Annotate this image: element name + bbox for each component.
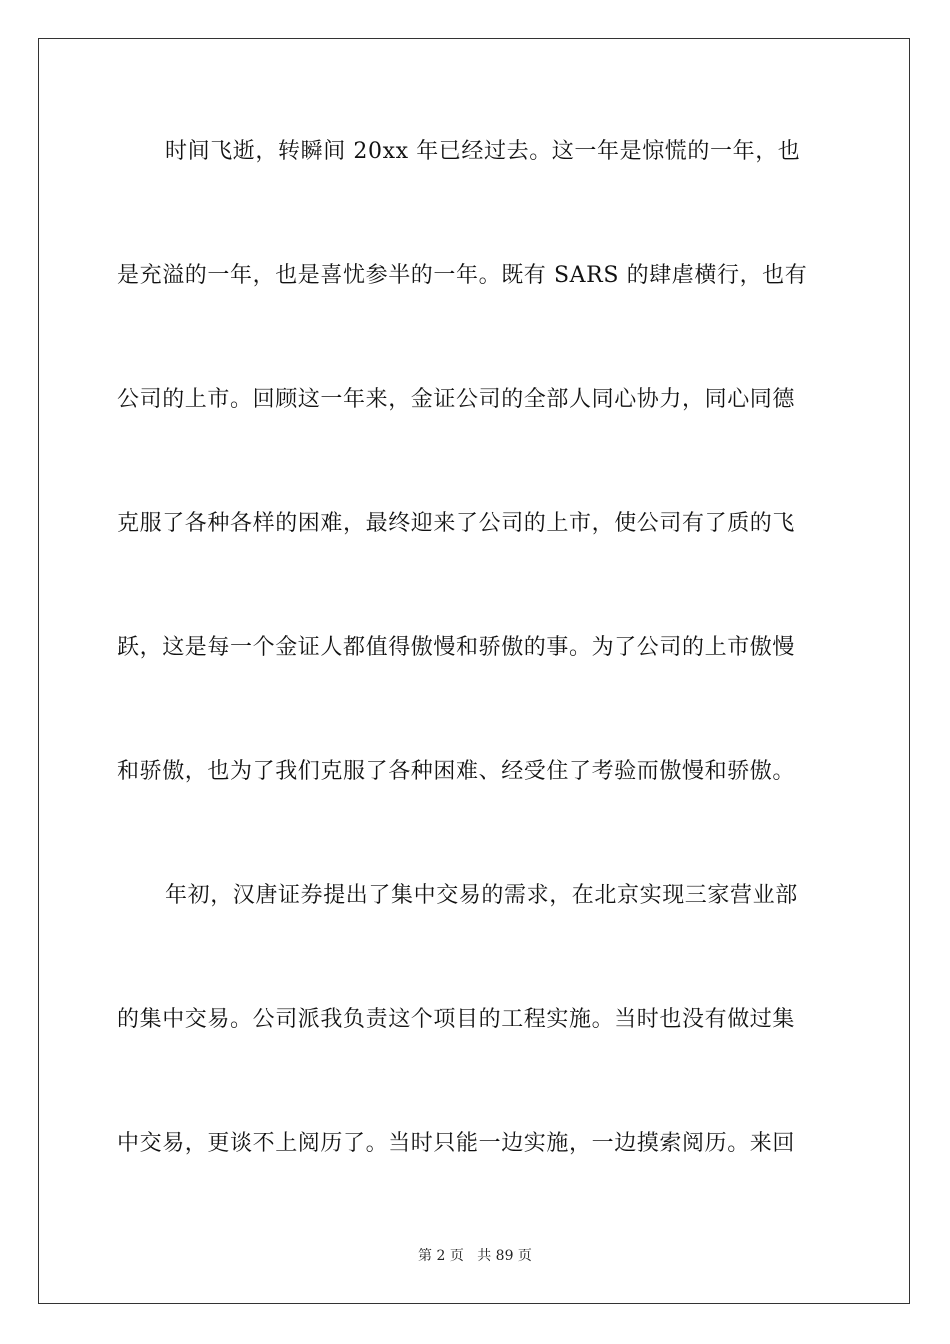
- page-total: 共 89 页: [477, 1248, 532, 1264]
- paragraph-2-line-1: 年初，汉唐证券提出了集中交易的需求，在北京实现三家营业部: [165, 883, 798, 908]
- page-border: [38, 38, 910, 1304]
- paragraph-1-line-6: 和骄傲，也为了我们克服了各种困难、经受住了考验而傲慢和骄傲。: [117, 759, 796, 784]
- paragraph-1-line-4: 克服了各种各样的困难，最终迎来了公司的上市，使公司有了质的飞: [117, 511, 796, 536]
- paragraph-1-line-1: 时间飞逝，转瞬间 20xx 年已经过去。这一年是惊慌的一年，也: [165, 139, 801, 164]
- page-footer: [0, 1247, 950, 1265]
- page-number: 第 2 页: [418, 1248, 464, 1264]
- paragraph-2-line-2: 的集中交易。公司派我负责这个项目的工程实施。当时也没有做过集: [117, 1007, 796, 1032]
- paragraph-1-line-5: 跃，这是每一个金证人都值得傲慢和骄傲的事。为了公司的上市傲慢: [117, 635, 796, 660]
- paragraph-1-line-3: 公司的上市。回顾这一年来，金证公司的全部人同心协力，同心同德: [117, 387, 796, 412]
- paragraph-1-line-2: 是充溢的一年，也是喜忧参半的一年。既有 SARS 的肆虐横行，也有: [117, 263, 808, 288]
- paragraph-2-line-3: 中交易，更谈不上阅历了。当时只能一边实施，一边摸索阅历。来回: [117, 1131, 796, 1156]
